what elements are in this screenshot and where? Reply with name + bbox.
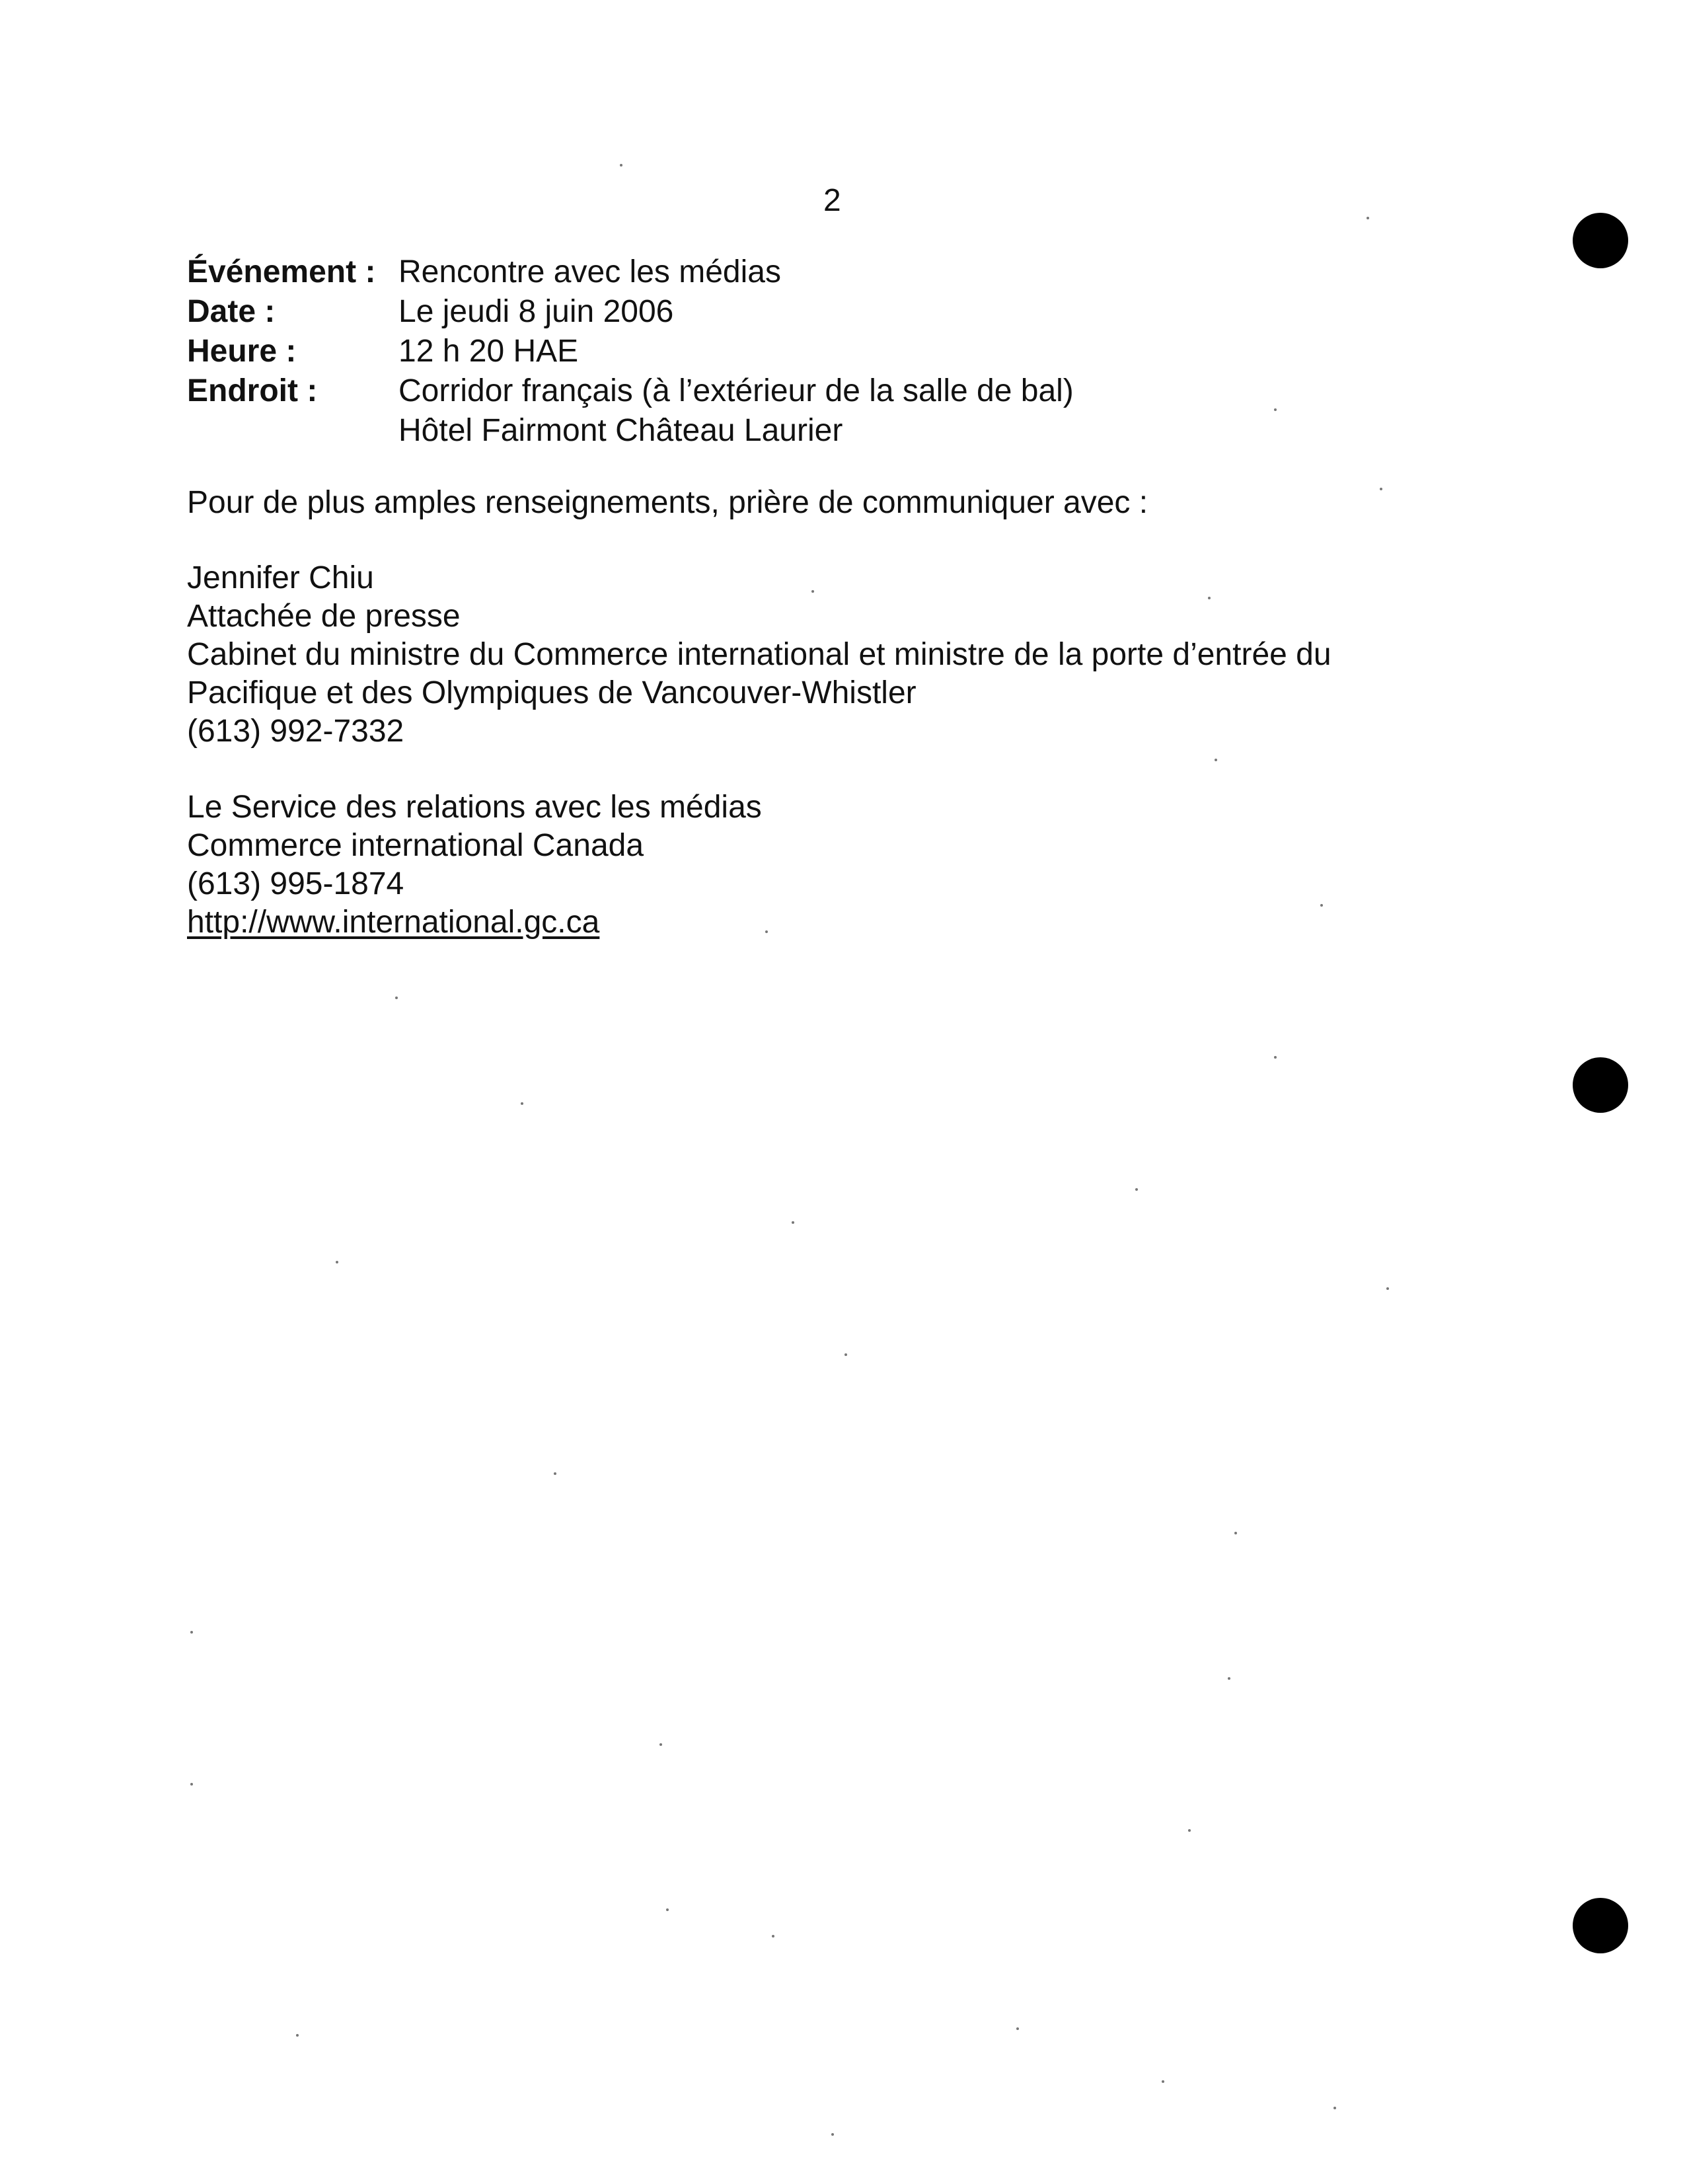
event-label: Événement :	[187, 254, 376, 289]
website-link[interactable]: http://www.international.gc.ca	[187, 905, 600, 940]
time-label: Heure :	[187, 334, 297, 369]
contact-organization-line-2: Pacifique et des Olympiques de Vancouver-Whistler	[187, 675, 917, 710]
location-label: Endroit :	[187, 373, 318, 408]
media-service-name: Le Service des relations avec les médias	[187, 790, 762, 825]
location-line-2: Hôtel Fairmont Château Laurier	[398, 413, 843, 448]
contact-phone: (613) 992-7332	[187, 714, 404, 749]
location-line-1: Corridor français (à l’extérieur de la salle de bal)	[398, 373, 1074, 408]
time-value-line: 12 h 20 HAE	[398, 334, 579, 369]
page-number: 2	[823, 183, 841, 218]
contact-title: Attachée de presse	[187, 599, 461, 634]
event-value-line: Rencontre avec les médias	[398, 254, 781, 289]
date-value-line: Le jeudi 8 juin 2006	[398, 294, 674, 329]
media-department: Commerce international Canada	[187, 828, 644, 863]
date-label: Date :	[187, 294, 276, 329]
contact-intro: Pour de plus amples renseignements, prière de communiquer avec :	[187, 485, 1148, 520]
contact-organization-line-1: Cabinet du ministre du Commerce international et ministre de la porte d’entrée du	[187, 637, 1331, 672]
media-phone: (613) 995-1874	[187, 866, 404, 901]
contact-name: Jennifer Chiu	[187, 560, 374, 595]
